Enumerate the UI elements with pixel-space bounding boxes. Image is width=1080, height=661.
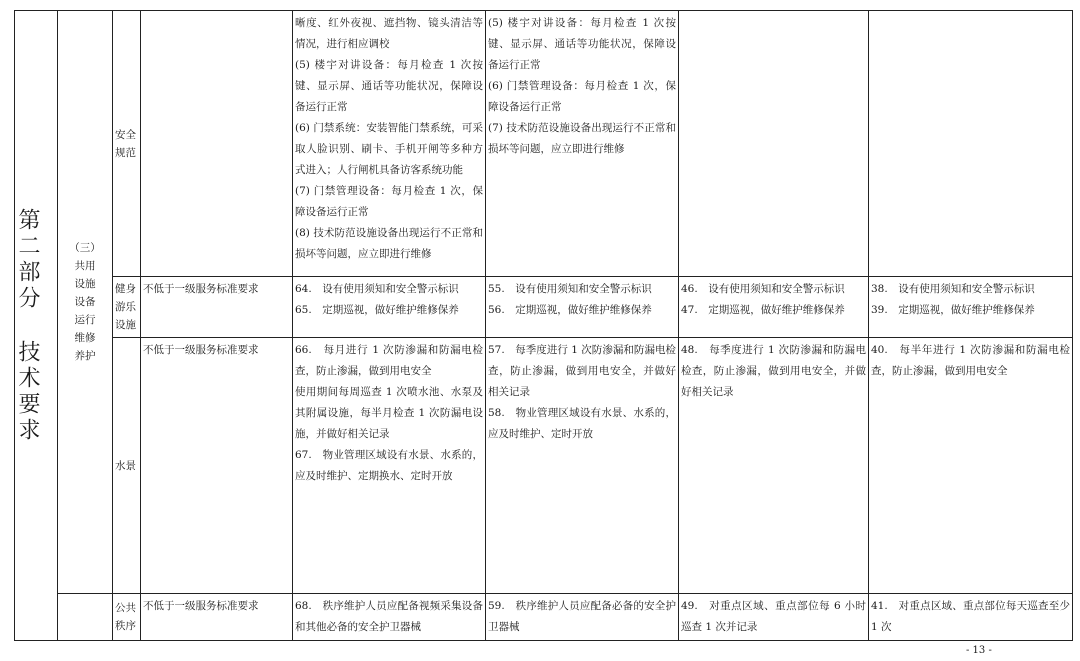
level2-cell: (5) 楼宇对讲设备：每月检查 1 次按键、显示屏、通话等功能状况，保障设备运行正常 (6) 门禁管理设备：每月检查 1 次，保障设备运行正常 (7) 技术防范设施设备出现运行不正常和损坏等问题，应立即进行维修 <box>486 11 679 277</box>
baseline-cell: 不低于一级服务标准要求 <box>141 338 293 594</box>
level1-cell: 68. 秩序维护人员应配备视频采集设备和其他必备的安全护卫器械 <box>293 594 486 641</box>
level1-cell: 晰度、红外夜视、遮挡物、镜头清洁等情况，进行相应调校 (5) 楼宇对讲设备：每月检查 1 次按键、显示屏、通话等功能状况，保障设备运行正常 (6) 门禁系统：安装智能门禁系统，可采取人脸识别、刷卡、手机开闸等多种方式进入；人行闸机具备访客系统功能 (7) 门禁管理设备：每月检查 1 次，保障设备运行正常 (8) 技术防范设施设备出现运行不正常和损坏等问题，应立即进行维修 <box>293 11 486 277</box>
level3-cell <box>679 11 869 277</box>
part-title-cell <box>15 11 58 641</box>
level4-cell: 38. 设有使用须知和安全警示标识 39. 定期巡视，做好维护维修保养 <box>869 277 1073 338</box>
section-label-cell <box>58 11 113 594</box>
table-row <box>15 277 1073 338</box>
category-cell <box>113 11 141 277</box>
level4-cell: 40. 每半年进行 1 次防渗漏和防漏电检查，防止渗漏，做到用电安全 <box>869 338 1073 594</box>
category-label: 安全 规范 <box>115 128 136 159</box>
requirements-table <box>14 10 1073 641</box>
empty-section-cell <box>58 594 113 641</box>
baseline-cell: 不低于一级服务标准要求 <box>141 277 293 338</box>
page-number: - 13 - <box>966 645 992 656</box>
level2-cell: 59. 秩序维护人员应配备必备的安全护卫器械 <box>486 594 679 641</box>
level4-cell: 41. 对重点区域、重点部位每天巡查至少 1 次 <box>869 594 1073 641</box>
category-label: 健身 游乐 设施 <box>115 283 136 331</box>
level2-cell: 57. 每季度进行 1 次防渗漏和防漏电检查，防止渗漏，做到用电安全，并做好相关记录 58. 物业管理区域设有水景、水系的，应及时维护、定时开放 <box>486 338 679 594</box>
level3-cell: 49. 对重点区域、重点部位每 6 小时巡查 1 次并记录 <box>679 594 869 641</box>
level2-cell: 55. 设有使用须知和安全警示标识 56. 定期巡视，做好维护维修保养 <box>486 277 679 338</box>
baseline-cell <box>141 11 293 277</box>
baseline-cell: 不低于一级服务标准要求 <box>141 594 293 641</box>
category-label: 水景 <box>115 459 136 472</box>
table-row <box>15 11 1073 277</box>
category-cell <box>113 594 141 641</box>
table-row <box>15 338 1073 594</box>
level4-cell <box>869 11 1073 277</box>
category-label: 公共 秩序 <box>115 602 136 632</box>
level1-cell: 64. 设有使用须知和安全警示标识 65. 定期巡视，做好维护维修保养 <box>293 277 486 338</box>
level3-cell: 48. 每季度进行 1 次防渗漏和防漏电检查，防止渗漏，做到用电安全，并做好相关记录 <box>679 338 869 594</box>
part-title: 第二部分技术要求 <box>15 207 40 444</box>
category-cell <box>113 277 141 338</box>
level1-cell: 66. 每月进行 1 次防渗漏和防漏电检查，防止渗漏，做到用电安全 使用期间每周巡查 1 次喷水池、水泵及其附属设施，每半月检查 1 次防漏电设施，并做好相关记录 67. 物业管理区域设有水景、水系的，应及时维护、定期换水、定时开放 <box>293 338 486 594</box>
level3-cell: 46. 设有使用须知和安全警示标识 47. 定期巡视，做好维护维修保养 <box>679 277 869 338</box>
section-label: （三） 共用 设施 设备 运行 维修 养护 <box>69 242 101 362</box>
table-row <box>15 594 1073 641</box>
category-cell <box>113 338 141 594</box>
